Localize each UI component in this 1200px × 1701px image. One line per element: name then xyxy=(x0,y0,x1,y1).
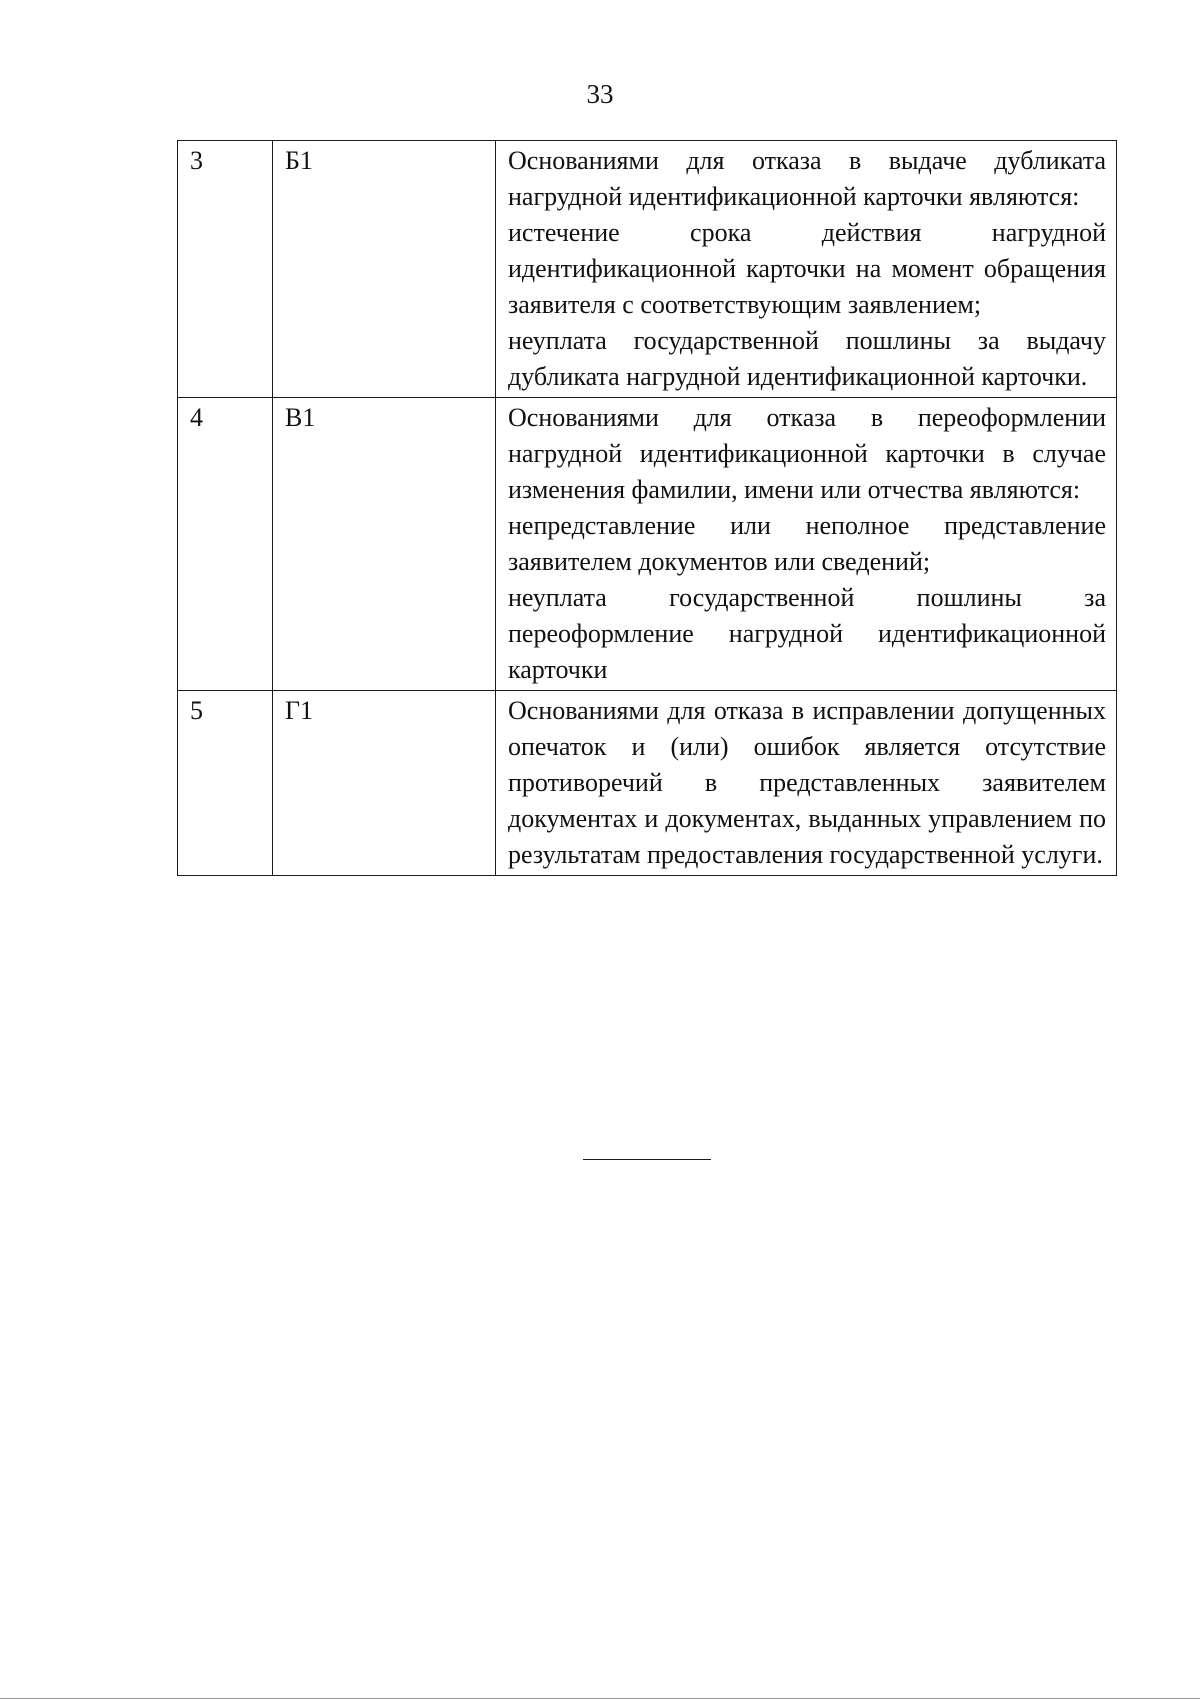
row-number-cell: 3 xyxy=(178,141,273,398)
row-code-cell: В1 xyxy=(273,398,496,691)
description-paragraph: Основаниями для отказа в исправлении допущенных опечаток и (или) ошибок является отсутствие противоречий в представленных заявителем документах и документах, выданных управлением по результатам предоставления государственной услуги. xyxy=(508,696,1106,869)
end-of-document-rule xyxy=(583,1159,711,1160)
table-row xyxy=(178,141,1117,398)
description-paragraph: неуплата государственной пошлины за выдачу дубликата нагрудной идентификационной карточки. xyxy=(508,326,1106,391)
row-description-cell xyxy=(496,691,1117,876)
description-paragraph: истечение срока действия нагрудной идентификационной карточки на момент обращения заявителя с соответствующим заявлением; xyxy=(508,218,1106,319)
description-paragraph: неуплата государственной пошлины за переоформление нагрудной идентификационной карточки xyxy=(508,583,1106,684)
row-code-cell: Г1 xyxy=(273,691,496,876)
row-description-cell xyxy=(496,141,1117,398)
description-paragraph: Основаниями для отказа в переоформлении нагрудной идентификационной карточки в случае изменения фамилии, имени или отчества являются: xyxy=(508,403,1106,504)
description-paragraph: Основаниями для отказа в выдаче дубликата нагрудной идентификационной карточки являются: xyxy=(508,146,1106,211)
row-number-cell: 5 xyxy=(178,691,273,876)
page-number: 33 xyxy=(586,79,614,109)
scan-bottom-edge xyxy=(0,1698,1200,1699)
document-table xyxy=(177,140,1117,876)
row-description-cell xyxy=(496,398,1117,691)
row-code-cell: Б1 xyxy=(273,141,496,398)
table-row xyxy=(178,691,1117,876)
description-paragraph: непредставление или неполное представление заявителем документов или сведений; xyxy=(508,511,1106,576)
table-row xyxy=(178,398,1117,691)
row-number-cell: 4 xyxy=(178,398,273,691)
